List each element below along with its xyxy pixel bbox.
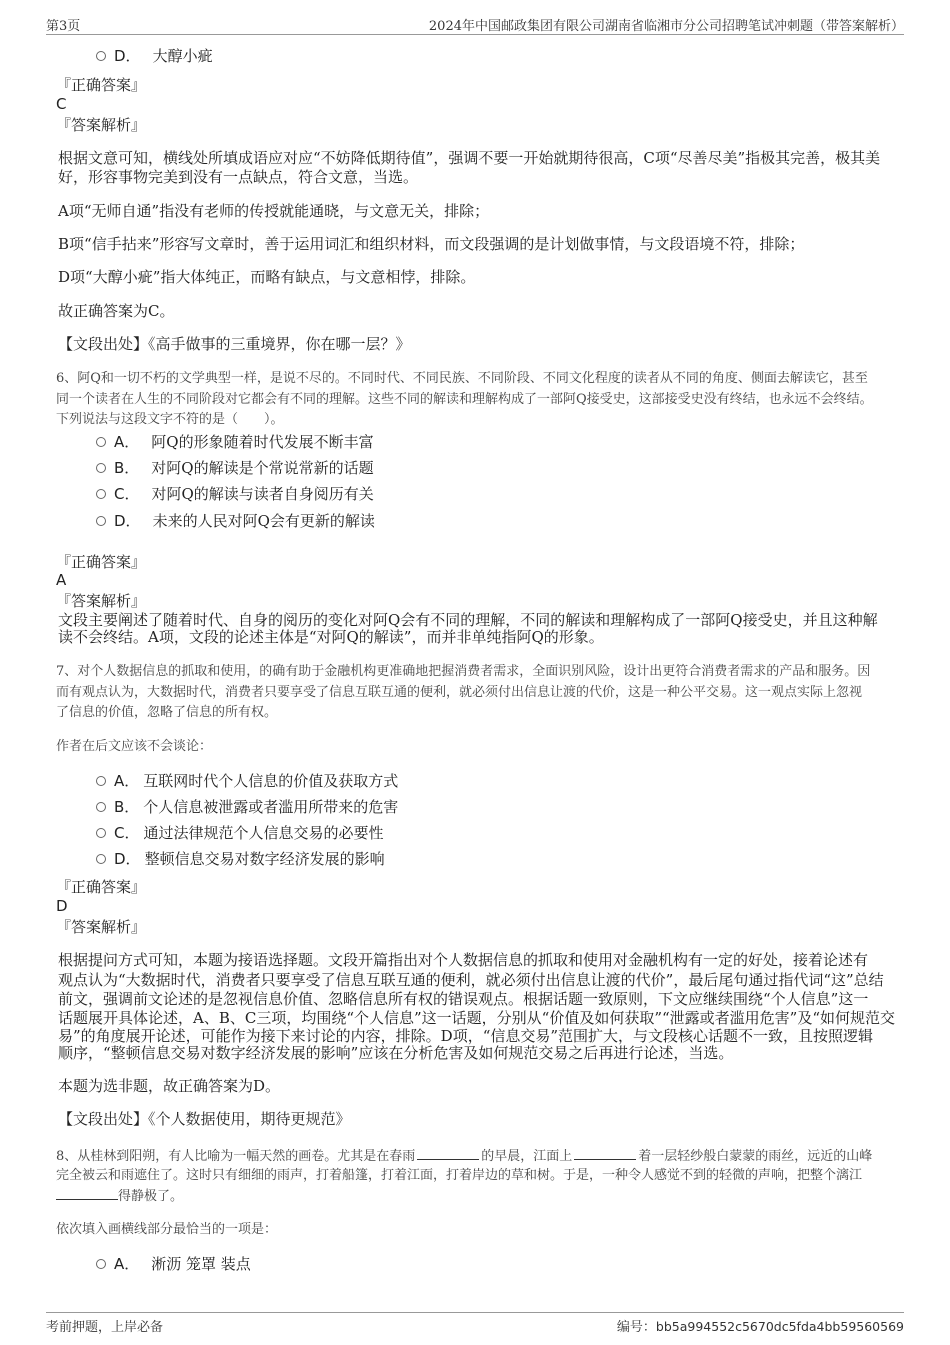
footer-divider (46, 1312, 904, 1313)
q6-option-d[interactable]: D． 未来的人民对阿Q会有更新的解读 (96, 511, 375, 531)
q7-option-a[interactable]: A． 互联网时代个人信息的价值及获取方式 (96, 771, 398, 791)
q7-question: 作者在后文应该不会谈论： (56, 739, 213, 754)
radio-icon[interactable] (96, 776, 106, 786)
q8-stem-line: 8、从桂林到阳朔，有人比喻为一幅天然的画卷。尤其是在春雨 的早晨，江面上 着一层轻纱般白蒙蒙的雨丝，远近的山峰 (56, 1145, 872, 1167)
radio-icon[interactable] (96, 854, 106, 864)
q7-analysis-label: 『答案解析』 (56, 918, 147, 936)
q7-answer-label: 『正确答案』 (56, 878, 147, 896)
q7-analysis-line: 根据提问方式可知，本题为接语选择题。文段开篇指出对个人数据信息的抓取和使用对金融机构有一定的好处，接着论述有 (58, 951, 869, 969)
radio-icon[interactable] (96, 489, 106, 499)
document-title: 2024年中国邮政集团有限公司湖南省临湘市分公司招聘笔试冲刺题（带答案解析） (428, 19, 904, 34)
radio-icon[interactable] (96, 463, 106, 473)
q8-stem-line: 得静极了。 (56, 1185, 183, 1207)
q5-analysis-line: B项“信手拈来”形容写文章时，善于运用词汇和组织材料，而文段强调的是计划做事情，与文段语境不符，排除； (58, 235, 805, 253)
document-code: 编号：bb5a994552c5670dc5fda4bb59560569 (616, 1319, 904, 1335)
header-divider (46, 34, 904, 35)
q7-analysis-line: 观点认为“大数据时代，消费者只要享受了信息互联互通的便利，就必须付出信息让渡的代价”，最后尾句通过指代词“这”总结 (58, 971, 884, 989)
page-number: 第3页 (46, 19, 81, 34)
q5-analysis-line: A项“无师自通”指没有老师的传授就能通晓，与文意无关，排除； (58, 202, 490, 220)
q5-analysis-line: 故正确答案为C。 (58, 302, 175, 320)
radio-icon[interactable] (96, 802, 106, 812)
q7-option-b[interactable]: B． 个人信息被泄露或者滥用所带来的危害 (96, 797, 398, 817)
q6-answer: A (56, 571, 67, 589)
page-header (46, 13, 904, 33)
q7-stem-line: 而有观点认为，大数据时代，消费者只要享受了信息互联互通的便利，就必须付出信息让渡的代价，这是一种公平交易。这一观点实际上忽视 (56, 685, 863, 700)
page-footer (46, 1316, 904, 1336)
q6-option-a[interactable]: A． 阿Q的形象随着时代发展不断丰富 (96, 432, 374, 452)
q7-option-d[interactable]: D． 整顿信息交易对数字经济发展的影响 (96, 849, 385, 869)
radio-icon[interactable] (96, 51, 106, 61)
fill-blank (56, 1185, 118, 1200)
q6-option-c[interactable]: C． 对阿Q的解读与读者自身阅历有关 (96, 484, 374, 504)
fill-blank (417, 1145, 479, 1160)
radio-icon[interactable] (96, 437, 106, 447)
q6-stem-line: 下列说法与这段文字不符的是（ ）。 (56, 412, 284, 427)
q7-stem-line: 7、对个人数据信息的抓取和使用，的确有助于金融机构更准确地把握消费者需求，全面识别风险，设计出更符合消费者需求的产品和服务。因 (56, 664, 871, 679)
q6-analysis-line: 读不会终结。A项，文段的论述主体是“对阿Q的解读”，而并非单纯指阿Q的形象。 (58, 628, 604, 646)
q6-analysis-line: 文段主要阐述了随着时代、自身的阅历的变化对阿Q会有不同的理解，不同的解读和理解构成了一部阿Q接受史，并且这种解 (58, 611, 878, 629)
q5-analysis-line: 根据文意可知，横线处所填成语应对应“不妨降低期待值”，强调不要一开始就期待很高，C项“尽善尽美”指极其完善，极其美 (58, 149, 881, 167)
q5-source: 【文段出处】《高手做事的三重境界，你在哪一层？》 (58, 335, 411, 353)
footer-slogan: 考前押题，上岸必备 (46, 1320, 164, 1335)
q8-option-a[interactable]: A． 淅沥 笼罩 装点 (96, 1254, 251, 1274)
radio-icon[interactable] (96, 516, 106, 526)
q6-stem-line: 6、阿Q和一切不朽的文学典型一样，是说不尽的。不同时代、不同民族、不同阶段、不同文化程度的读者从不同的角度、侧面去解读它，甚至 (56, 371, 868, 386)
q5-analysis-line: 好，形容事物完美到没有一点缺点，符合文意，当选。 (58, 168, 419, 186)
q6-analysis-label: 『答案解析』 (56, 592, 147, 610)
q7-analysis-line: 话题展开具体论述，A、B、C三项，均围绕“个人信息”这一话题，分别从“价值及如何获取”“泄露或者滥用危害”及“如何规范交 (58, 1009, 896, 1027)
q5-option-d[interactable]: D． 大醇小疵 (96, 46, 213, 66)
q7-analysis-line: 顺序，“整顿信息交易对数字经济发展的影响”应该在分析危害及如何规范交易之后再进行论述，当选。 (58, 1044, 734, 1062)
q5-analysis-label: 『答案解析』 (56, 116, 147, 134)
q7-conclusion: 本题为选非题，故正确答案为D。 (58, 1077, 281, 1095)
q7-analysis-line: 易”的角度展开论述，可能作为接下来讨论的内容，排除。D项，“信息交易”范围扩大，与文段核心话题不一致，且按照逻辑 (58, 1027, 874, 1045)
q7-analysis-line: 前文，强调前文论述的是忽视信息价值、忽略信息所有权的错误观点。根据话题一致原则，下文应继续围绕“个人信息”这一 (58, 990, 869, 1008)
q6-stem-line: 同一个读者在人生的不同阶段对它都会有不同的理解。这些不同的解读和理解构成了一部阿Q接受史，这部接受史没有终结，也永远不会终结。 (56, 392, 873, 407)
q8-question: 依次填入画横线部分最恰当的一项是： (56, 1222, 278, 1237)
q5-answer: C (56, 95, 67, 113)
radio-icon[interactable] (96, 1259, 106, 1269)
q7-answer: D (56, 897, 68, 915)
q6-answer-label: 『正确答案』 (56, 553, 147, 571)
q6-option-b[interactable]: B． 对阿Q的解读是个常说常新的话题 (96, 458, 374, 478)
q7-source: 【文段出处】《个人数据使用，期待更规范》 (58, 1110, 351, 1128)
fill-blank (574, 1145, 636, 1160)
q5-analysis-line: D项“大醇小疵”指大体纯正，而略有缺点，与文意相悖，排除。 (58, 268, 476, 286)
radio-icon[interactable] (96, 828, 106, 838)
q5-answer-label: 『正确答案』 (56, 76, 147, 94)
q7-option-c[interactable]: C． 通过法律规范个人信息交易的必要性 (96, 823, 384, 843)
q8-stem-line: 完全被云和雨遮住了。这时只有细细的雨声，打着船篷，打着江面，打着岸边的草和树。于是，一种令人感觉不到的轻微的声响，把整个漓江 (56, 1168, 863, 1183)
q7-stem-line: 了信息的价值，忽略了信息的所有权。 (56, 705, 278, 720)
